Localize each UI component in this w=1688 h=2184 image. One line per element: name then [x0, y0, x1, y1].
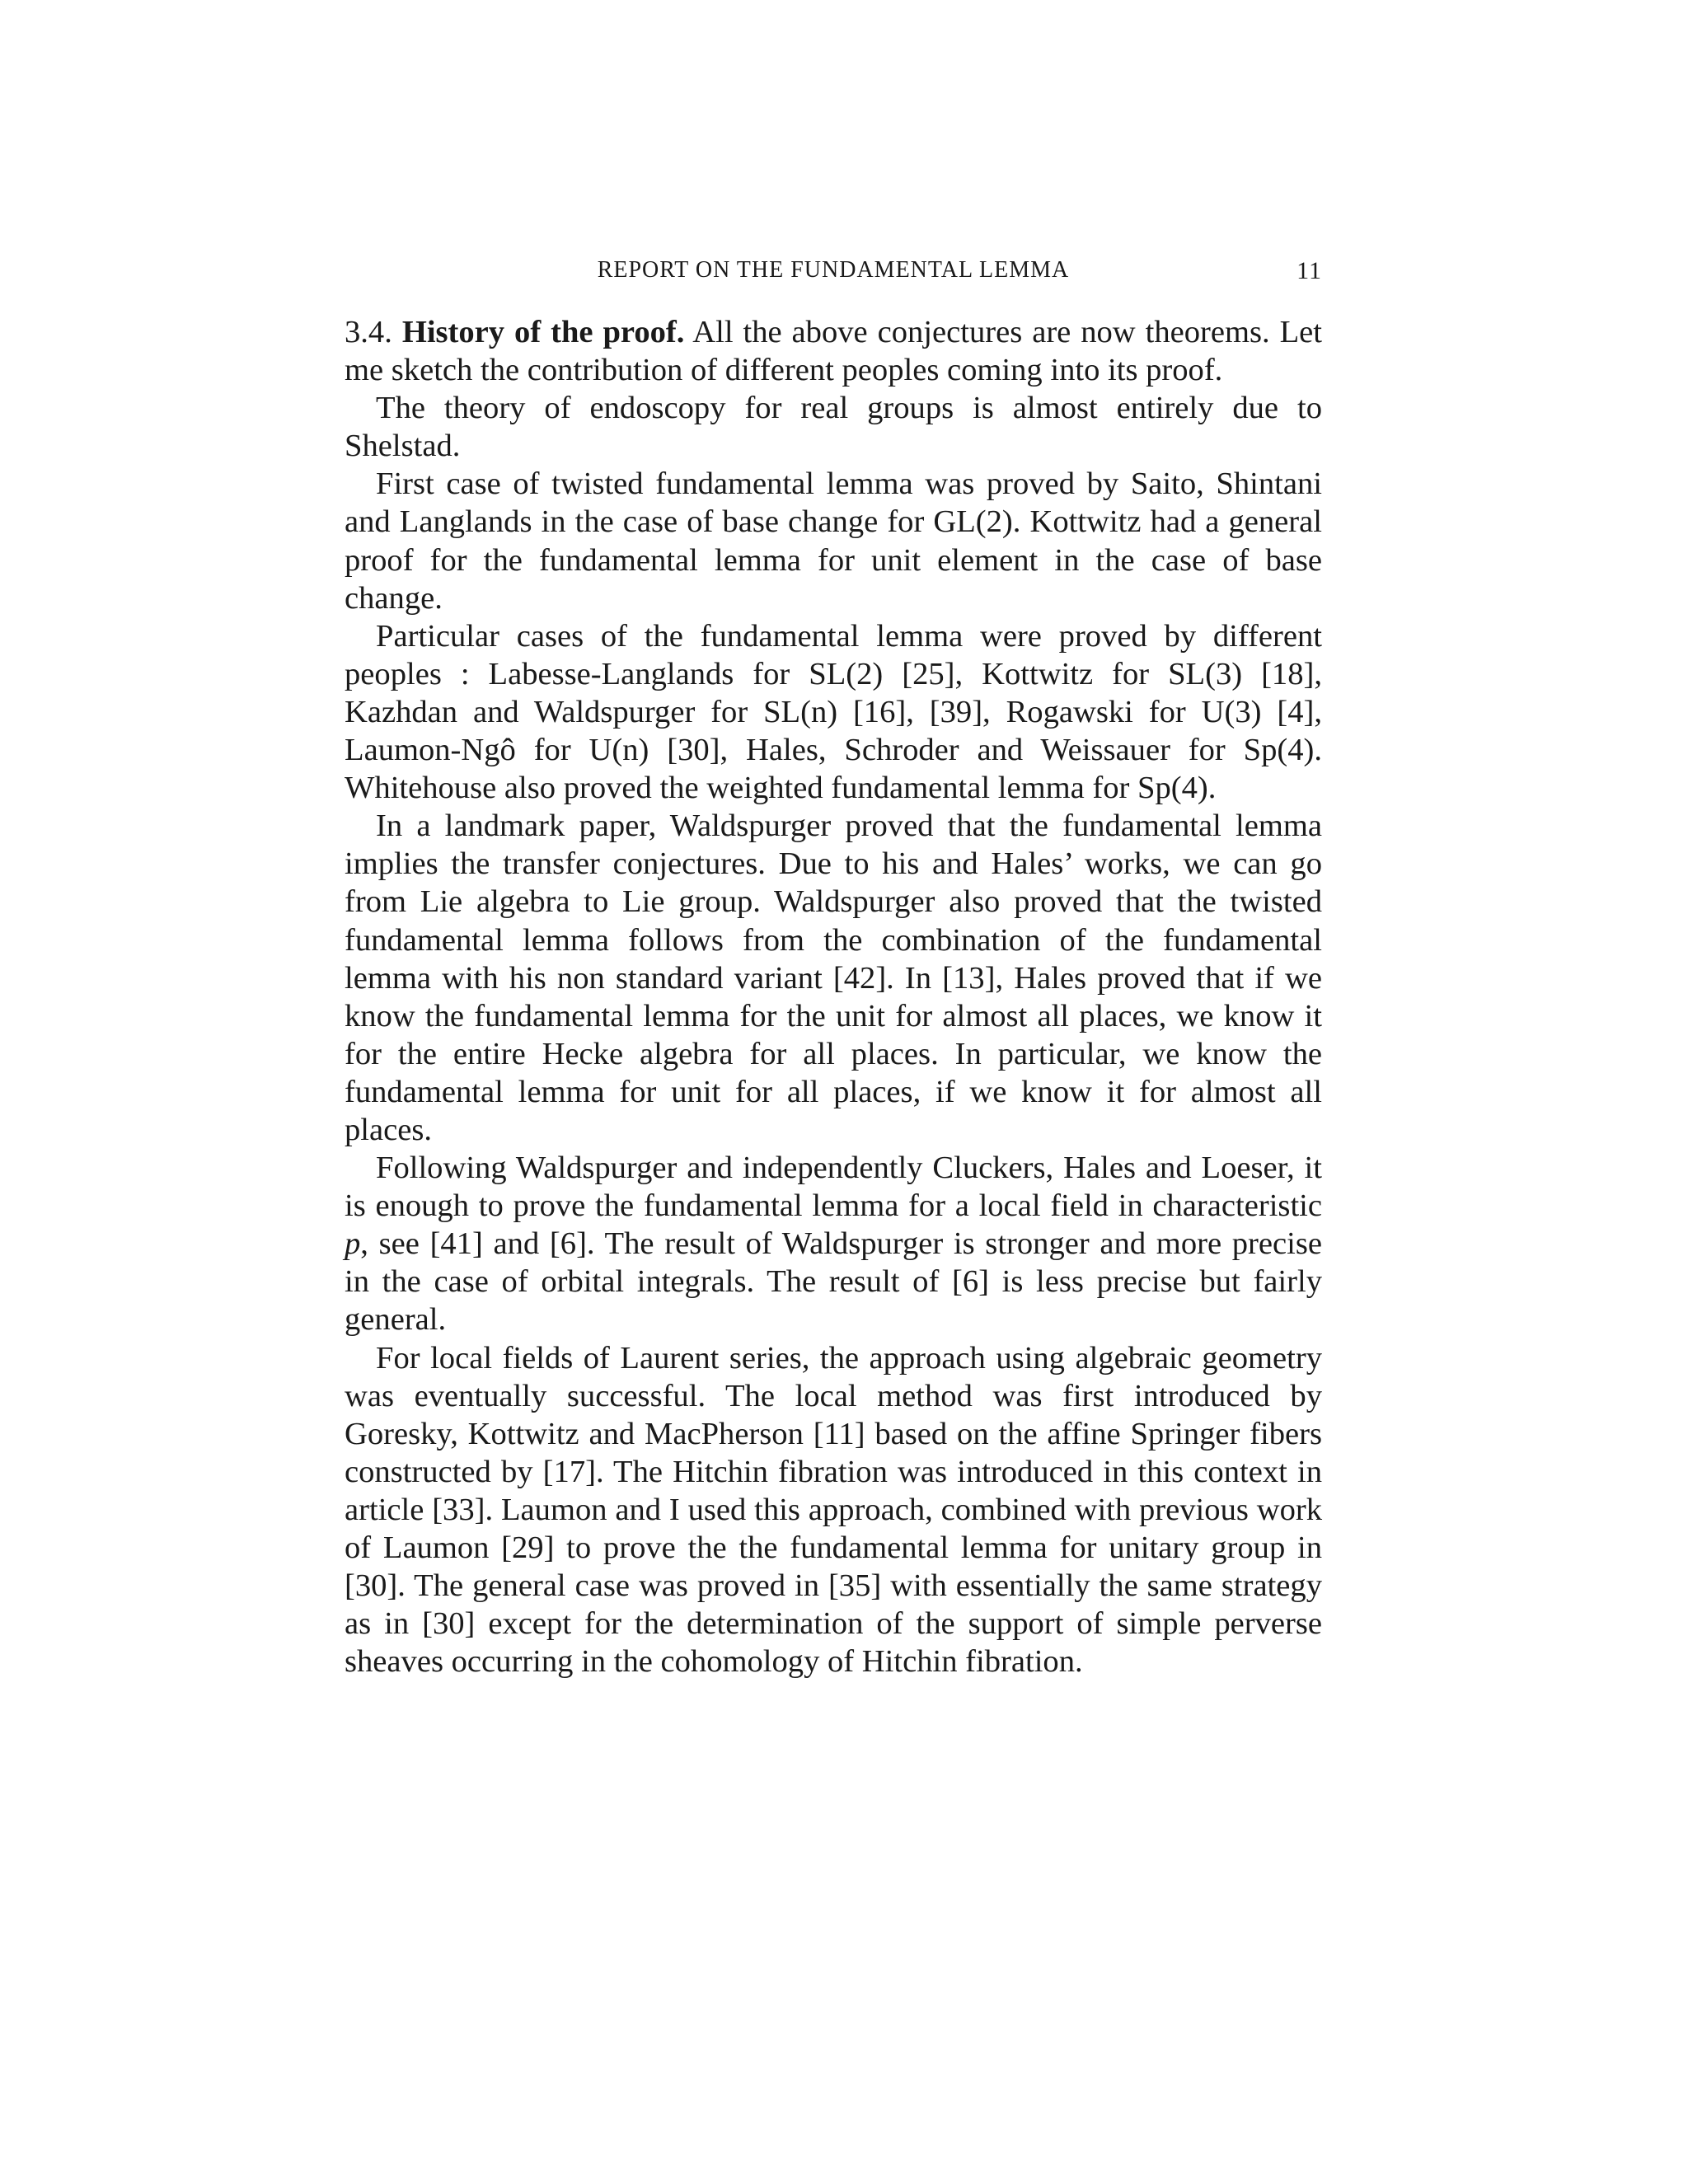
- math-variable-p: p: [345, 1226, 361, 1262]
- paragraph-text-part: , see [41] and [6]. The result of Waldspurger is stronger and more precise in the case of orbital integrals. The result of [6] is less precise but fairly general.: [345, 1226, 1322, 1338]
- paragraph-endoscopy-real-groups: The theory of endoscopy for real groups is almost entirely due to Shelstad.: [345, 391, 1322, 464]
- section-intro-text: All the above conjectures are now theorems. Let me sketch the contribution of different peoples coming into its proof.: [345, 315, 1322, 388]
- running-header: [345, 247, 1322, 297]
- paragraph-algebraic-geometry-approach: For local fields of Laurent series, the approach using algebraic geometry was eventually successful. The local method was first introduced by Goresky, Kottwitz and MacPherson [11] based on the affine Springer fibers constructed by [17]. The Hitchin fibration was introduced in this context in article [33]. Laumon and I used this approach, combined with previous work of Laumon [29] to prove the the fundamental lemma for unitary group in [30]. The general case was proved in [35] with essentially the same strategy as in [30] except for the determination of the support of simple perverse sheaves occurring in the cohomology of Hitchin fibration.: [345, 1340, 1322, 1680]
- running-title: REPORT ON THE FUNDAMENTAL LEMMA: [597, 257, 1070, 283]
- section-number: 3.4.: [345, 315, 392, 349]
- section-title: History of the proof.: [401, 315, 685, 349]
- paragraph-particular-cases: Particular cases of the fundamental lemma were proved by different peoples : Labesse-Langlands for SL(2) [25], Kottwitz for SL(3) [18], Kazhdan and Waldspurger for SL(n) [16], [39], Rogawski for U(3) [4], Laumon-Ngô for U(n) [30], Hales, Schroder and Weissauer for Sp(4). Whitehouse also proved the weighted fundamental lemma for Sp(4).: [345, 618, 1322, 806]
- document-page: [345, 247, 1322, 1680]
- paragraph-text-part: Following Waldspurger and independently Cluckers, Hales and Loeser, it is enough to prove the fundamental lemma for a local field in characteristic: [345, 1151, 1322, 1224]
- body-text: [345, 313, 1322, 1680]
- paragraph-waldspurger-landmark: In a landmark paper, Waldspurger proved that the fundamental lemma implies the transfer conjectures. Due to his and Hales’ works, we can go from Lie algebra to Lie group. Waldspurger also proved that the twisted fundamental lemma follows from the combination of the fundamental lemma with his non standard variant [42]. In [13], Hales proved that if we know the fundamental lemma for the unit for almost all places, we know it for the entire Hecke algebra for all places. In particular, we know the fundamental lemma for unit for all places, if we know it for almost all places.: [345, 808, 1322, 1147]
- paragraph-twisted-lemma: First case of twisted fundamental lemma was proved by Saito, Shintani and Langlands in the case of base change for GL(2). Kottwitz had a general proof for the fundamental lemma for unit element in the case of base change.: [345, 466, 1322, 616]
- page-number: 11: [1296, 257, 1322, 284]
- paragraph-local-field-reduction: [345, 1149, 1322, 1338]
- section-intro-paragraph: [345, 313, 1322, 389]
